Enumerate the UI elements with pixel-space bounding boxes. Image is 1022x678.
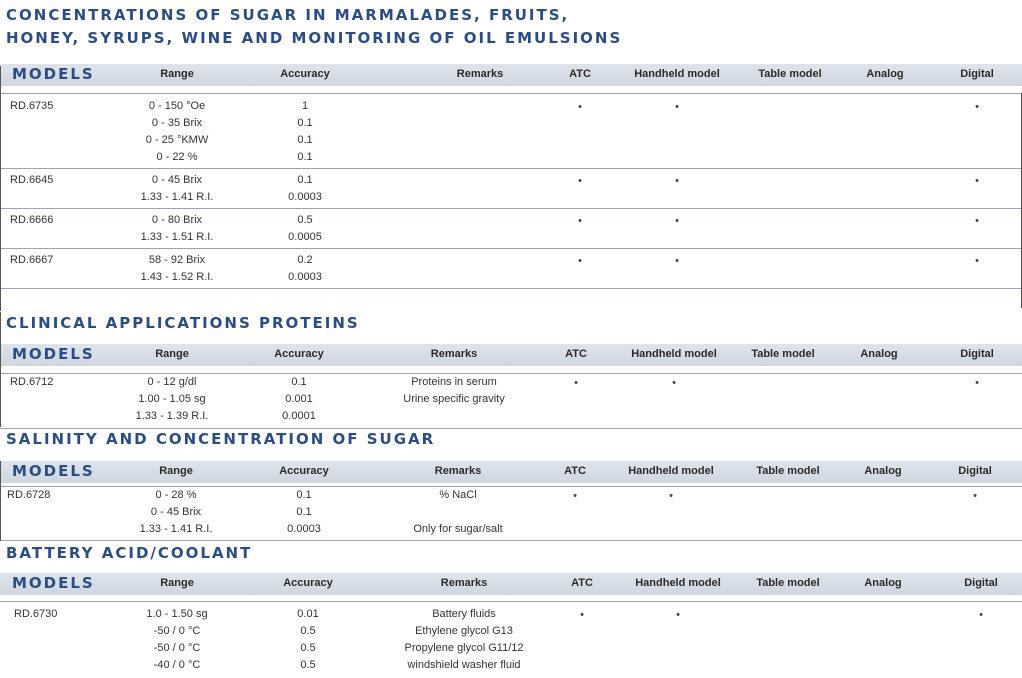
column-header-handheld: Handheld model [631,348,717,360]
model-code: RD.6712 [10,376,54,388]
table-header [0,64,1022,86]
column-header-atc: ATC [569,68,591,80]
column-header-table: Table model [751,348,815,360]
models-heading: MODELS [12,345,95,363]
range-value: 1.33 - 1.41 R.I. [140,191,214,203]
column-header-table: Table model [756,465,820,477]
table-header [0,461,1022,483]
accuracy-value: 0.001 [285,393,313,405]
handheld-indicator: • [672,377,676,389]
range-value: 0 - 22 % [156,151,198,163]
model-code: RD.6666 [10,214,54,226]
section-title: HONEY, SYRUPS, WINE AND MONITORING OF OIL EMULSIONS [6,29,623,47]
column-header-range: Range [160,68,194,80]
border-line [0,461,1,541]
model-code: RD.6728 [7,489,51,501]
column-header-atc: ATC [564,465,586,477]
atc-indicator: • [574,377,578,389]
accuracy-value: 0.1 [296,489,312,501]
handheld-indicator: • [675,175,679,187]
column-header-handheld: Handheld model [635,577,721,589]
range-value: 1.43 - 1.52 R.I. [140,271,214,283]
remark-text: Ethylene glycol G13 [415,625,513,637]
accuracy-value: 0.1 [297,174,313,186]
handheld-indicator: • [675,101,679,113]
column-header-analog: Analog [866,68,904,80]
column-header-accuracy: Accuracy [283,577,333,589]
section-title: CLINICAL APPLICATIONS PROTEINS [6,314,360,332]
accuracy-value: 0.1 [296,506,312,518]
row-divider [0,288,1022,289]
accuracy-value: 0.5 [300,642,316,654]
table-header [0,344,1022,366]
models-heading: MODELS [12,65,95,83]
digital-indicator: • [975,175,979,187]
atc-indicator: • [578,175,582,187]
row-divider [0,168,1022,169]
column-header-accuracy: Accuracy [274,348,324,360]
handheld-indicator: • [669,490,673,502]
remark-text: Propylene glycol G11/12 [404,642,524,654]
range-value: 0 - 25 °KMW [145,134,209,146]
column-header-handheld: Handheld model [628,465,714,477]
border-line [0,66,1,311]
range-value: 0 - 12 g/dl [147,376,197,388]
accuracy-value: 0.1 [291,376,307,388]
section-title: SALINITY AND CONCENTRATION OF SUGAR [6,430,436,448]
range-value: 0 - 45 Brix [150,506,202,518]
border-line [0,312,1,427]
column-header-accuracy: Accuracy [279,465,329,477]
range-value: -40 / 0 °C [153,659,201,671]
accuracy-value: 0.0001 [282,410,316,422]
column-header-digital: Digital [960,348,994,360]
remark-text: Proteins in serum [411,376,497,388]
range-value: -50 / 0 °C [153,625,201,637]
remark-text: windshield washer fluid [407,659,521,671]
handheld-indicator: • [675,215,679,227]
handheld-indicator: • [675,255,679,267]
range-value: 1.33 - 1.51 R.I. [140,231,214,243]
accuracy-value: 0.1 [297,151,313,163]
digital-indicator: • [975,101,979,113]
column-header-atc: ATC [571,577,593,589]
range-value: 0 - 45 Brix [151,174,203,186]
section-title: BATTERY ACID/COOLANT [6,544,253,562]
row-divider [0,208,1022,209]
model-code: RD.6667 [10,254,54,266]
row-divider [0,540,1022,541]
digital-indicator: • [979,609,983,621]
accuracy-value: 1 [301,100,309,112]
range-value: 0 - 35 Brix [151,117,203,129]
accuracy-value: 0.2 [297,254,313,266]
models-heading: MODELS [12,574,95,592]
column-header-digital: Digital [958,465,992,477]
range-value: -50 / 0 °C [153,642,201,654]
digital-indicator: • [975,377,979,389]
column-header-range: Range [159,465,193,477]
column-header-range: Range [160,577,194,589]
accuracy-value: 0.0003 [287,523,321,535]
range-value: 0 - 150 °Oe [148,100,206,112]
models-heading: MODELS [12,462,95,480]
accuracy-value: 0.0003 [288,271,322,283]
column-header-digital: Digital [960,68,994,80]
atc-indicator: • [580,609,584,621]
atc-indicator: • [578,101,582,113]
digital-indicator: • [975,255,979,267]
accuracy-value: 0.1 [297,134,313,146]
column-header-remarks: Remarks [430,348,478,360]
column-header-table: Table model [756,577,820,589]
digital-indicator: • [973,490,977,502]
digital-indicator: • [975,215,979,227]
column-header-analog: Analog [864,465,902,477]
row-divider [0,93,1022,94]
column-header-digital: Digital [964,577,998,589]
atc-indicator: • [573,490,577,502]
model-code: RD.6645 [10,174,54,186]
column-header-table: Table model [758,68,822,80]
range-value: 1.33 - 1.41 R.I. [139,523,213,535]
row-divider [0,601,1022,602]
accuracy-value: 0.01 [297,608,319,620]
accuracy-value: 0.0005 [288,231,322,243]
table-header [0,573,1022,595]
column-header-analog: Analog [860,348,898,360]
column-header-remarks: Remarks [440,577,488,589]
accuracy-value: 0.5 [297,214,313,226]
range-value: 0 - 28 % [155,489,197,501]
model-code: RD.6730 [14,608,58,620]
handheld-indicator: • [676,609,680,621]
atc-indicator: • [578,255,582,267]
atc-indicator: • [578,215,582,227]
accuracy-value: 0.0003 [288,191,322,203]
range-value: 0 - 80 Brix [151,214,203,226]
accuracy-value: 0.5 [300,659,316,671]
column-header-range: Range [155,348,189,360]
remark-text: Battery fluids [432,608,496,620]
column-header-atc: ATC [565,348,587,360]
accuracy-value: 0.1 [297,117,313,129]
accuracy-value: 0.5 [300,625,316,637]
column-header-handheld: Handheld model [634,68,720,80]
remark-text: % NaCl [439,489,477,501]
column-header-accuracy: Accuracy [280,68,330,80]
column-header-remarks: Remarks [434,465,482,477]
column-header-analog: Analog [864,577,902,589]
column-header-remarks: Remarks [456,68,504,80]
remark-text: Only for sugar/salt [413,523,503,535]
section-title: CONCENTRATIONS OF SUGAR IN MARMALADES, FRUITS, [6,6,570,24]
range-value: 58 - 92 Brix [148,254,206,266]
range-value: 1.0 - 1.50 sg [146,608,208,620]
row-divider [0,486,1022,487]
range-value: 1.00 - 1.05 sg [138,393,206,405]
row-divider [0,248,1022,249]
range-value: 1.33 - 1.39 R.I. [135,410,209,422]
model-code: RD.6735 [10,100,54,112]
remark-text: Urine specific gravity [403,393,505,405]
